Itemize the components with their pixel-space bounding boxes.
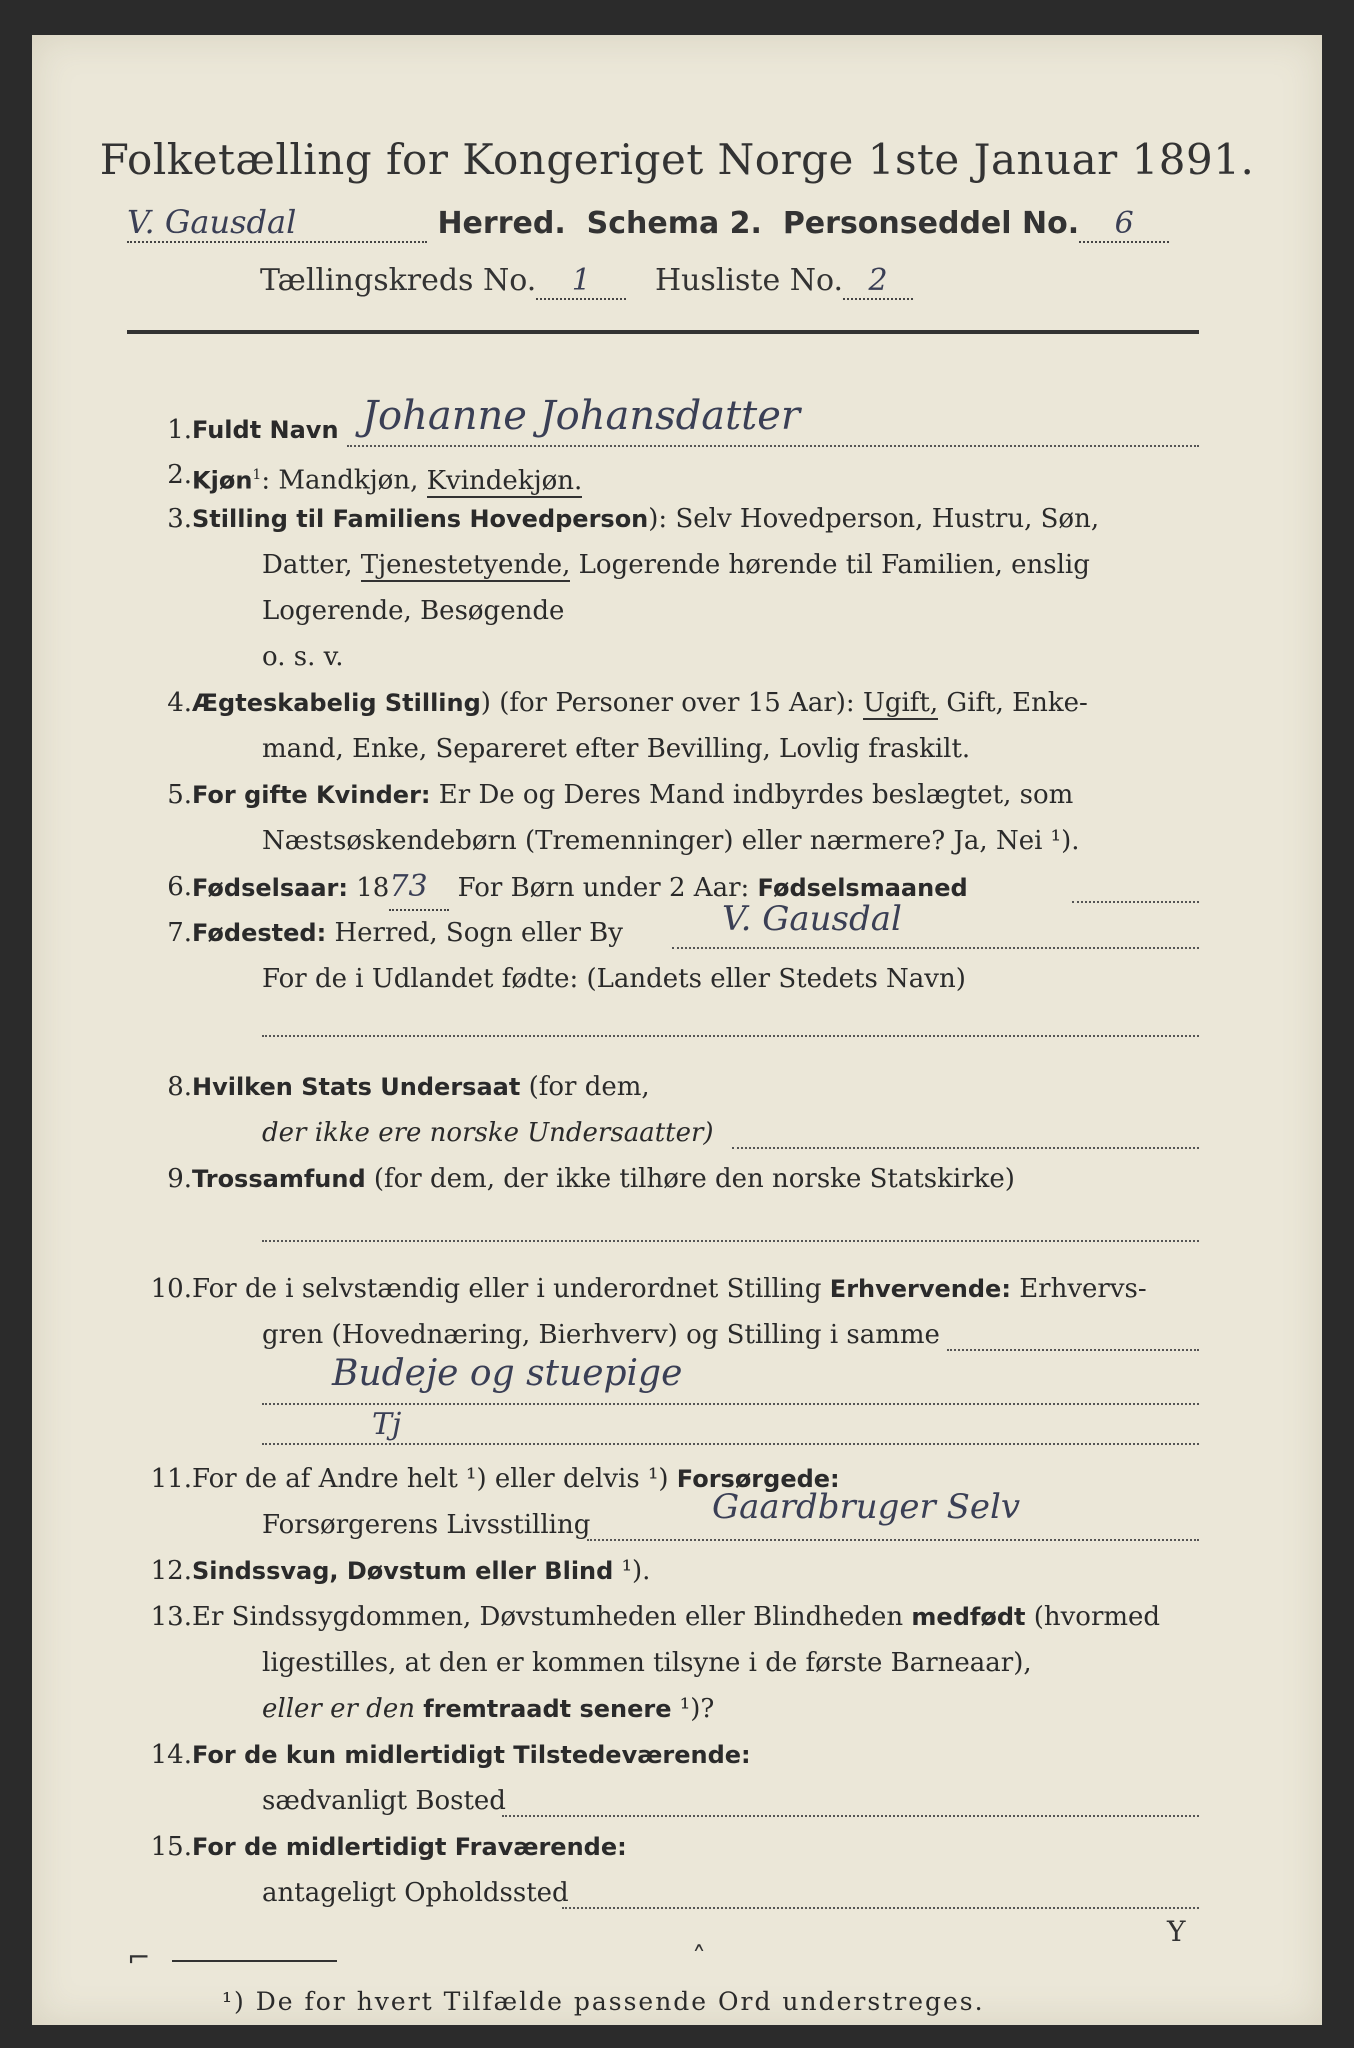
census-form-sheet: Folketælling for Kongeriget Norge 1ste Januar 1891. V. Gausdal Herred. Schema 2. Personseddel No. 6 Tællingskreds No. 1 Husliste No. 2 1. Fuldt Navn Johanne Johansdatter 2. Kjøn$^1$: Mandkjøn, Kvindekjøn. 3. Stilling til Familiens Hovedperson): Selv Hovedperson, Hustru, Søn, Datter, Tjenestetyende, Logerende hørende til Familien, enslig Logerende, Besøgende o. s. v. 4. Ægteskabelig Stilling) (for Personer over 15 Aar): Ugift, Gift, Enke- mand, Enke, Separeret efter Bevilling, Lovlig fraskilt. 5. For gifte Kvinder: Er De og Deres Mand indbyrdes beslægtet, som Næstsøskendebørn (Tremenninger) eller nærmere? Ja, Nei ¹). 6. Fødselsaar: 1873 For Børn under 2 Aar: Fødselsmaaned 7. Fødested: Herred, Sogn eller By V. Gausdal For de i Udlandet fødte: (Landets eller Stedets Navn) 8. Hvilken Stats Undersaat (for dem, der ikke ere norske Undersaatter) 9. Trossamfund (for dem, der ikke tilhøre den norske Statskirke) 10. For de i selvstændig eller i underordnet Stilling Erhvervende: Erhvervs- gren (Hovednæring, Bierhverv) og Stilling i samme Budeje og stuepige Tj 11. For de af Andre helt ¹) eller delvis ¹) Forsørgede: Forsørgerens Livsstilling Gaardbruger Selv 12. Sindssvag, Døvstum eller Blind ¹). 13. Er Sindssygdommen, Døvstumheden eller Blindheden medfødt (hvormed ligestilles, at den er kommen tilsyne i de første Barneaar), eller er den fremtraadt senere ¹)? 14. For de kun midlertidigt Tilstedeværende: sædvanligt Bosted 15. For de midlertidigt Fraværende: antageligt Opholdssted ¹) De for hvert Tilfælde passende Ord understreges. ⌐ ˄ Y xyxy=(32,35,1322,2025)
occupation-value: Budeje og stuepige xyxy=(332,1353,683,1394)
provider-value: Gaardbruger Selv xyxy=(712,1487,1021,1527)
full-name-label: Fuldt Navn xyxy=(192,416,339,444)
birthplace-value: V. Gausdal xyxy=(722,899,902,939)
position-selected: Tjenestetyende, xyxy=(360,550,571,580)
marital-selected: Ugift, xyxy=(862,688,939,718)
personseddel-label: Personseddel No. xyxy=(782,206,1080,241)
corner-mark-center: ˄ xyxy=(692,1941,706,1974)
footnote: ¹) De for hvert Tilfælde passende Ord understreges. xyxy=(222,1987,985,2016)
corner-mark-right: Y xyxy=(1167,1915,1186,1948)
full-name-value: Johanne Johansdatter xyxy=(362,393,801,439)
form-title: Folketælling for Kongeriget Norge 1ste Januar 1891. xyxy=(99,135,1255,184)
header-rule xyxy=(127,330,1199,334)
husliste-label: Husliste No. xyxy=(654,263,844,298)
taellingskreds-label: Tællingskreds No. xyxy=(260,263,537,298)
footnote-rule xyxy=(172,1960,337,1962)
herred-value: V. Gausdal xyxy=(127,203,427,243)
schema-label: Schema 2. xyxy=(586,206,762,241)
herred-label: Herred. xyxy=(437,206,566,241)
occupation-note: Tj xyxy=(372,1407,402,1442)
taellingskreds-number: 1 xyxy=(536,263,626,300)
full-name-line xyxy=(347,445,1199,447)
gender-selected: Kvindekjøn. xyxy=(426,465,583,496)
birth-year-value: 73 xyxy=(389,865,449,911)
personseddel-number: 6 xyxy=(1079,206,1169,243)
husliste-number: 2 xyxy=(843,263,913,300)
herred-schema-line xyxy=(127,203,1169,243)
kreds-line xyxy=(260,263,913,300)
corner-mark-left: ⌐ xyxy=(127,1941,151,1974)
